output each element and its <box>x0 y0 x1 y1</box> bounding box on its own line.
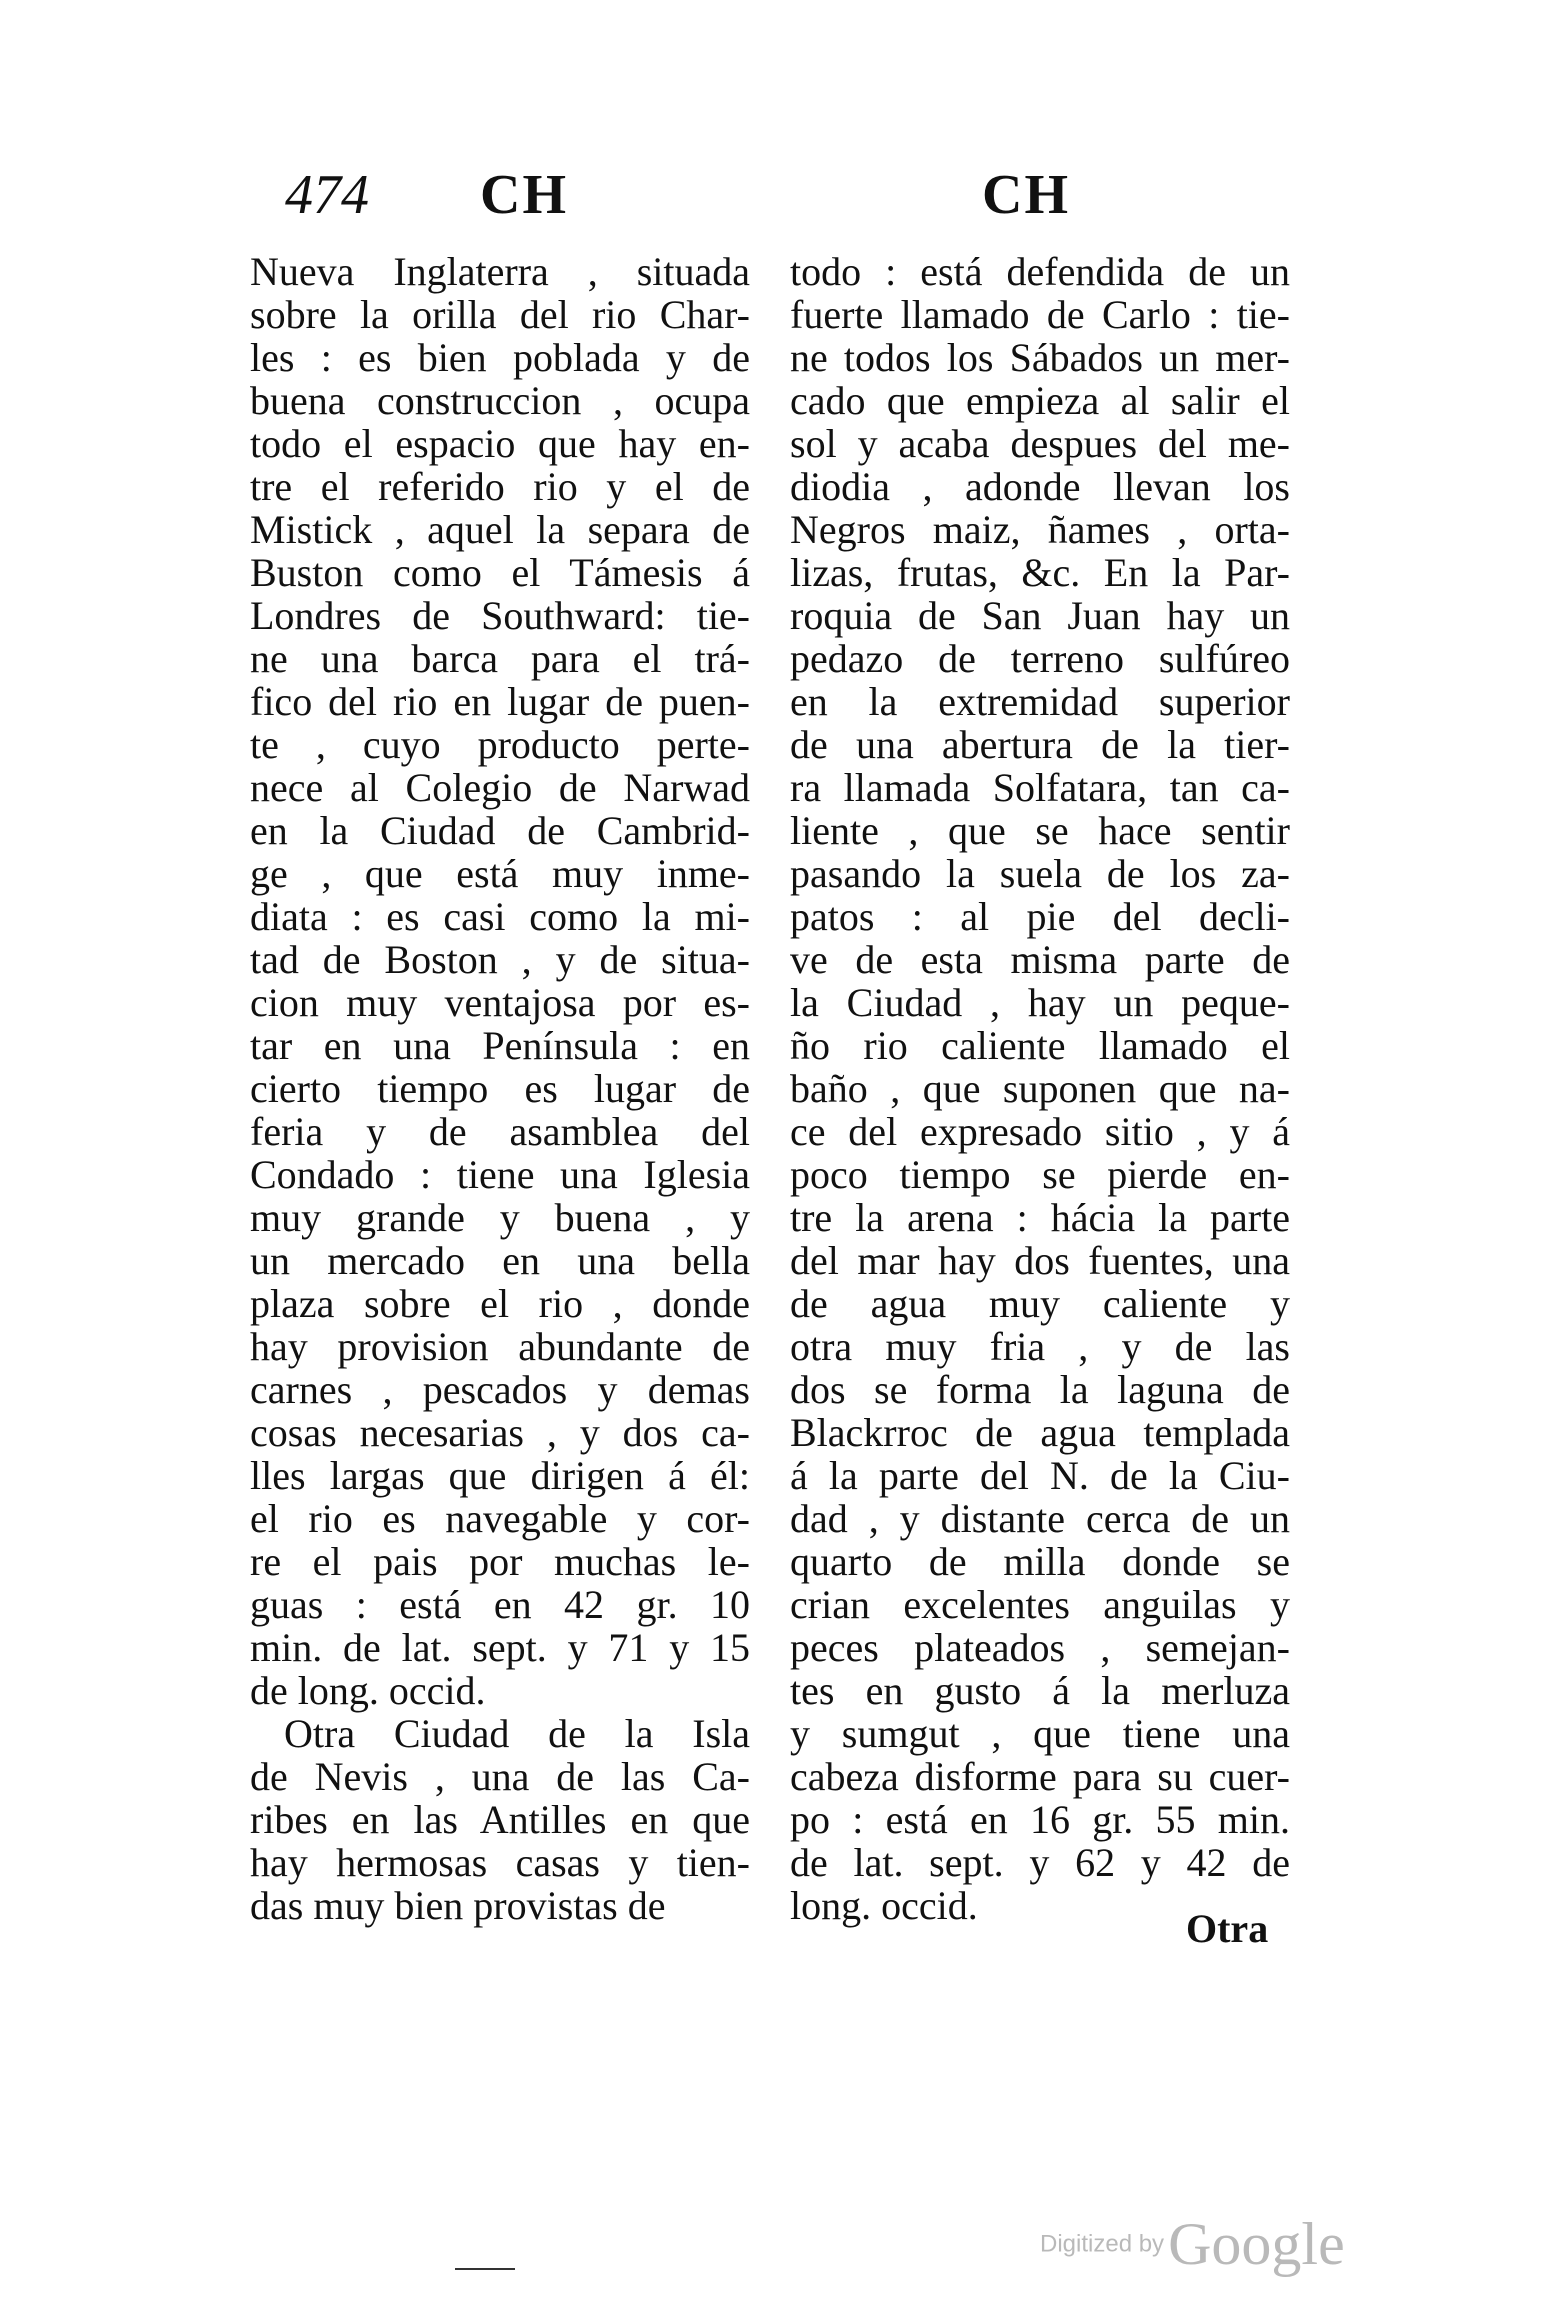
text-line: cierto tiempo es lugar de <box>250 1066 750 1111</box>
text-line: pasando la suela de los za- <box>790 851 1290 896</box>
text-line: nece al Colegio de Narwad <box>250 765 750 810</box>
text-line: patos : al pie del decli- <box>790 894 1290 939</box>
text-line: ge , que está muy inme- <box>250 851 750 896</box>
text-line: diodia , adonde llevan los <box>790 464 1290 509</box>
text-line: re el pais por muchas le- <box>250 1539 750 1584</box>
text-line: cado que empieza al salir el <box>790 378 1290 423</box>
watermark-small-text: Digitized by <box>1040 2230 1165 2258</box>
text-line: lizas, frutas, &c. En la Par- <box>790 550 1290 595</box>
text-line: roquia de San Juan hay un <box>790 593 1290 638</box>
text-line: quarto de milla donde se <box>790 1539 1290 1584</box>
text-line: hay hermosas casas y tien- <box>250 1840 750 1885</box>
text-line: un mercado en una bella <box>250 1238 750 1283</box>
text-line: Blackrroc de agua templada <box>790 1410 1290 1455</box>
text-line: tre el referido rio y el de <box>250 464 750 509</box>
text-line: liente , que se hace sentir <box>790 808 1290 853</box>
text-line: plaza sobre el rio , donde <box>250 1281 750 1326</box>
text-line: Mistick , aquel la separa de <box>250 507 750 552</box>
text-line: ra llamada Solfatara, tan ca- <box>790 765 1290 810</box>
running-head-left: CH <box>480 164 568 226</box>
digitized-by-google-watermark <box>1040 2210 1345 2279</box>
text-line: de long. occid. <box>250 1668 486 1713</box>
text-line: peces plateados , semejan- <box>790 1625 1290 1670</box>
text-line: cion muy ventajosa por es- <box>250 980 750 1025</box>
text-line: ne una barca para el trá- <box>250 636 750 681</box>
text-line: cabeza disforme para su cuer- <box>790 1754 1290 1799</box>
footer-rule <box>455 2268 515 2270</box>
text-line: de una abertura de la tier- <box>790 722 1290 767</box>
text-line: en la Ciudad de Cambrid- <box>250 808 750 853</box>
catchword: Otra <box>1186 1906 1269 1951</box>
text-line: en la extremidad superior <box>790 679 1290 724</box>
text-line: diata : es casi como la mi- <box>250 894 750 939</box>
text-line: á la parte del N. de la Ciu- <box>790 1453 1290 1498</box>
text-line: pedazo de terreno sulfúreo <box>790 636 1290 681</box>
text-column-right <box>790 250 1290 1927</box>
text-line: fuerte llamado de Carlo : tie- <box>790 292 1290 337</box>
watermark-logo-text: Google <box>1168 2211 1345 2277</box>
text-line: de agua muy caliente y <box>790 1281 1290 1326</box>
text-line: carnes , pescados y demas <box>250 1367 750 1412</box>
text-line: dad , y distante cerca de un <box>790 1496 1290 1541</box>
text-line: hay provision abundante de <box>250 1324 750 1369</box>
text-line: ribes en las Antilles en que <box>250 1797 750 1842</box>
text-line: buena construccion , ocupa <box>250 378 750 423</box>
text-line: la Ciudad , hay un peque- <box>790 980 1290 1025</box>
text-line: Nueva Inglaterra , situada <box>250 249 750 294</box>
text-line: de Nevis , una de las Ca- <box>250 1754 750 1799</box>
text-line: otra muy fria , y de las <box>790 1324 1290 1369</box>
text-line: lles largas que dirigen á él: <box>250 1453 750 1498</box>
text-line: Otra Ciudad de la Isla <box>284 1711 750 1756</box>
text-line: Negros maiz, ñames , orta- <box>790 507 1290 552</box>
text-line: long. occid. <box>790 1883 978 1928</box>
text-line: muy grande y buena , y <box>250 1195 750 1240</box>
text-line: cosas necesarias , y dos ca- <box>250 1410 750 1455</box>
text-line: les : es bien poblada y de <box>250 335 750 380</box>
text-line: del mar hay dos fuentes, una <box>790 1238 1290 1283</box>
text-line: crian excelentes anguilas y <box>790 1582 1290 1627</box>
text-line: poco tiempo se pierde en- <box>790 1152 1290 1197</box>
text-line: de lat. sept. y 62 y 42 de <box>790 1840 1290 1885</box>
text-line: y sumgut , que tiene una <box>790 1711 1290 1756</box>
page-number: 474 <box>285 164 369 226</box>
text-line: ño rio caliente llamado el <box>790 1023 1290 1068</box>
text-line: Londres de Southward: tie- <box>250 593 750 638</box>
text-line: tad de Boston , y de situa- <box>250 937 750 982</box>
text-line: guas : está en 42 gr. 10 <box>250 1582 750 1627</box>
text-line: el rio es navegable y cor- <box>250 1496 750 1541</box>
text-line: feria y de asamblea del <box>250 1109 750 1154</box>
text-line: baño , que suponen que na- <box>790 1066 1290 1111</box>
text-line: Condado : tiene una Iglesia <box>250 1152 750 1197</box>
text-line: te , cuyo producto perte- <box>250 722 750 767</box>
running-head-right: CH <box>982 164 1070 226</box>
text-line: tes en gusto á la merluza <box>790 1668 1290 1713</box>
text-line: ce del expresado sitio , y á <box>790 1109 1290 1154</box>
text-line: min. de lat. sept. y 71 y 15 <box>250 1625 750 1670</box>
text-column-left <box>250 250 750 1927</box>
text-line: sol y acaba despues del me- <box>790 421 1290 466</box>
text-line: ne todos los Sábados un mer- <box>790 335 1290 380</box>
text-line: Buston como el Támesis á <box>250 550 750 595</box>
text-line: ve de esta misma parte de <box>790 937 1290 982</box>
text-line: tre la arena : hácia la parte <box>790 1195 1290 1240</box>
text-line: fico del rio en lugar de puen- <box>250 679 750 724</box>
text-line: sobre la orilla del rio Char- <box>250 292 750 337</box>
text-line: tar en una Península : en <box>250 1023 750 1068</box>
text-line: todo el espacio que hay en- <box>250 421 750 466</box>
text-line: todo : está defendida de un <box>790 249 1290 294</box>
text-line: po : está en 16 gr. 55 min. <box>790 1797 1290 1842</box>
text-line: dos se forma la laguna de <box>790 1367 1290 1412</box>
text-line: das muy bien provistas de <box>250 1883 666 1928</box>
